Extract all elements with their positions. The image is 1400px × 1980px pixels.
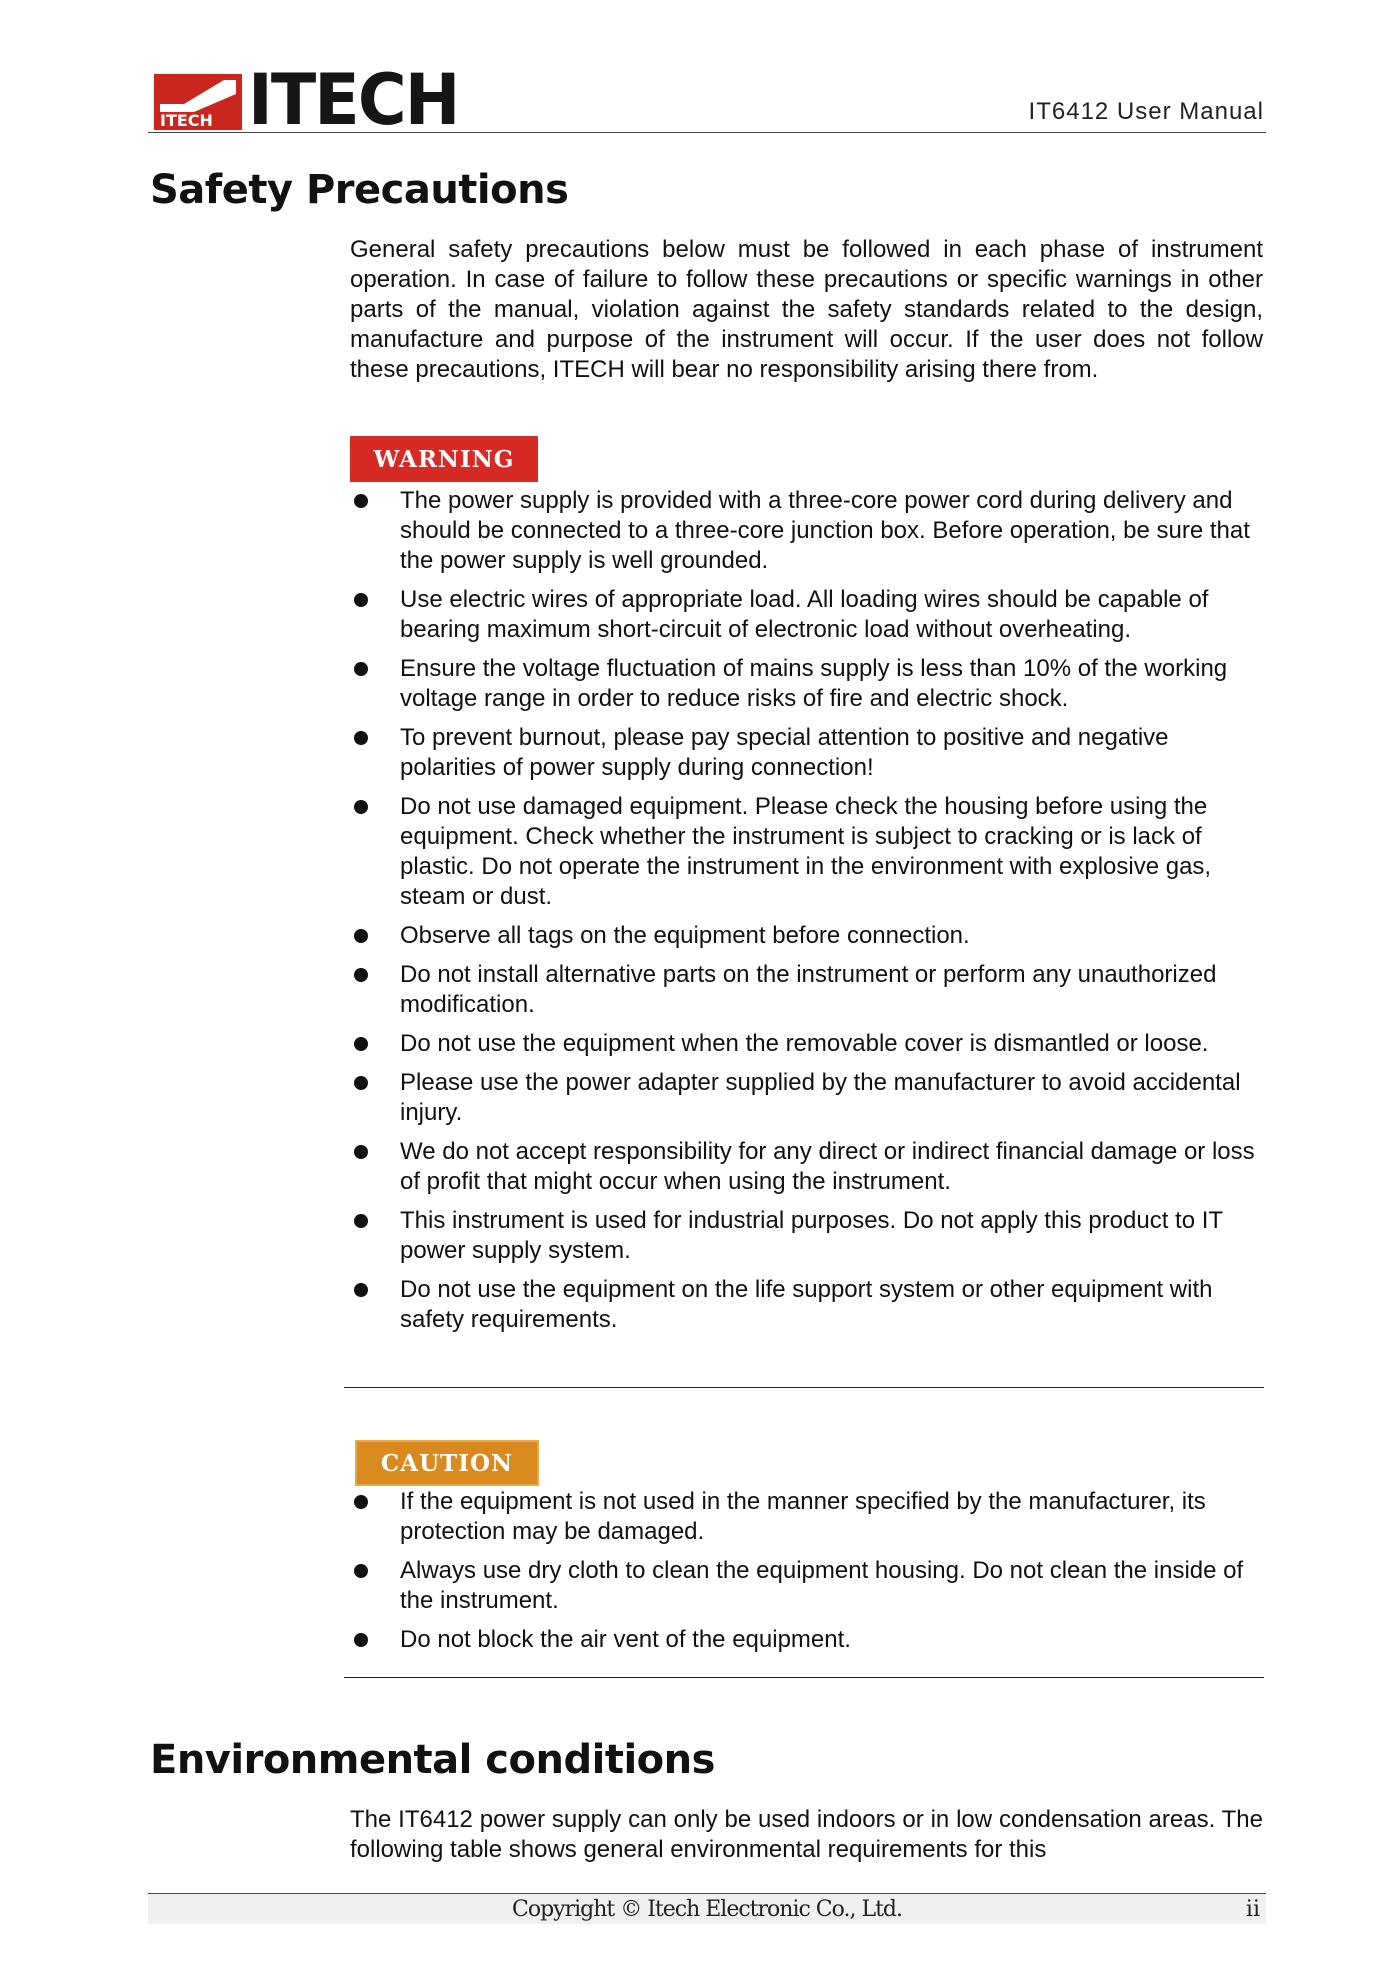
caution-divider: [344, 1677, 1264, 1678]
bullet-dot-icon: [354, 1564, 368, 1578]
bullet-dot-icon: [354, 929, 368, 943]
bullet-dot-icon: [354, 731, 368, 745]
caution-badge: CAUTION: [355, 1440, 539, 1486]
svg-text:ITECH: ITECH: [160, 111, 213, 130]
bullet-text: Observe all tags on the equipment before connection.: [400, 922, 970, 949]
bullet-text: Do not block the air vent of the equipment.: [400, 1626, 851, 1653]
safety-precautions-heading: Safety Precautions: [150, 167, 569, 213]
page-header: [148, 59, 1266, 141]
bullet-item: [350, 723, 1263, 783]
bullet-item: [350, 1029, 1263, 1059]
bullet-dot-icon: [354, 1495, 368, 1509]
bullet-item: [350, 792, 1263, 912]
copyright-text: Copyright © Itech Electronic Co., Ltd.: [511, 1897, 902, 1922]
page-number: ii: [1245, 1897, 1260, 1922]
bullet-text: Always use dry cloth to clean the equipment housing. Do not clean the inside of the instrument.: [400, 1557, 1244, 1614]
bullet-dot-icon: [354, 1145, 368, 1159]
safety-intro-paragraph: General safety precautions below must be followed in each phase of instrument operation. In case of failure to follow these precautions or specific warnings in other parts of the manual, violation against the safety standards related to the design, manufacture and purpose of the instrument will occur. If the user does not follow these precautions, ITECH will bear no responsibility arising there from.: [350, 236, 1263, 383]
bullet-text: Do not use damaged equipment. Please check the housing before using the equipment. Check whether the instrument is subject to cracking or is lack of plastic. Do not operate the instrument in the environment with explosive gas, steam or dust.: [400, 793, 1212, 910]
bullet-text: To prevent burnout, please pay special attention to positive and negative polarities of power supply during connection!: [400, 724, 1169, 781]
bullet-dot-icon: [354, 1283, 368, 1297]
bullet-item: [350, 960, 1263, 1020]
bullet-text: The power supply is provided with a three-core power cord during delivery and should be connected to a three-core junction box. Before operation, be sure that the power supply is well grounded.: [400, 487, 1250, 574]
bullet-item: [350, 1068, 1263, 1128]
bullet-dot-icon: [354, 593, 368, 607]
bullet-text: Do not use the equipment on the life support system or other equipment with safety requirements.: [400, 1276, 1213, 1333]
caution-list: [350, 1487, 1263, 1664]
bullet-text: Ensure the voltage fluctuation of mains supply is less than 10% of the working voltage range in order to reduce risks of fire and electric shock.: [400, 655, 1228, 712]
bullet-text: This instrument is used for industrial purposes. Do not apply this product to IT power supply system.: [400, 1207, 1223, 1264]
bullet-text: Do not install alternative parts on the instrument or perform any unauthorized modification.: [400, 961, 1217, 1018]
bullet-dot-icon: [354, 1214, 368, 1228]
itech-logo: [154, 59, 470, 141]
bullet-item: [350, 585, 1263, 645]
bullet-dot-icon: [354, 494, 368, 508]
bullet-item: [350, 1556, 1263, 1616]
manual-title: IT6412 User Manual: [1028, 98, 1264, 125]
environment-intro-paragraph: The IT6412 power supply can only be used indoors or in low condensation areas. The following table shows general environmental requirements for this: [350, 1806, 1263, 1863]
bullet-item: [350, 1275, 1263, 1335]
environmental-conditions-heading: Environmental conditions: [150, 1737, 715, 1783]
bullet-item: [350, 654, 1263, 714]
bullet-dot-icon: [354, 662, 368, 676]
bullet-text: Please use the power adapter supplied by the manufacturer to avoid accidental injury.: [400, 1069, 1241, 1126]
bullet-text: Use electric wires of appropriate load. All loading wires should be capable of bearing maximum short-circuit of electronic load without overheating.: [400, 586, 1209, 643]
bullet-item: [350, 1137, 1263, 1197]
bullet-item: [350, 1625, 1263, 1655]
itech-logo-mark-icon: [154, 74, 242, 130]
bullet-dot-icon: [354, 1037, 368, 1051]
bullet-item: [350, 486, 1263, 576]
bullet-text: Do not use the equipment when the removable cover is dismantled or loose.: [400, 1030, 1209, 1057]
bullet-item: [350, 921, 1263, 951]
bullet-text: We do not accept responsibility for any direct or indirect financial damage or loss of profit that might occur when using the instrument.: [400, 1138, 1255, 1195]
logo-wordmark: ITECH: [248, 59, 459, 141]
warning-badge: WARNING: [350, 436, 538, 482]
page-footer: [148, 1893, 1266, 1924]
bullet-dot-icon: [354, 1633, 368, 1647]
bullet-dot-icon: [354, 968, 368, 982]
bullet-dot-icon: [354, 800, 368, 814]
bullet-item: [350, 1487, 1263, 1547]
bullet-item: [350, 1206, 1263, 1266]
bullet-text: If the equipment is not used in the manner specified by the manufacturer, its protection may be damaged.: [400, 1488, 1206, 1545]
warning-list: [350, 486, 1263, 1344]
warning-divider: [344, 1387, 1264, 1388]
bullet-dot-icon: [354, 1076, 368, 1090]
